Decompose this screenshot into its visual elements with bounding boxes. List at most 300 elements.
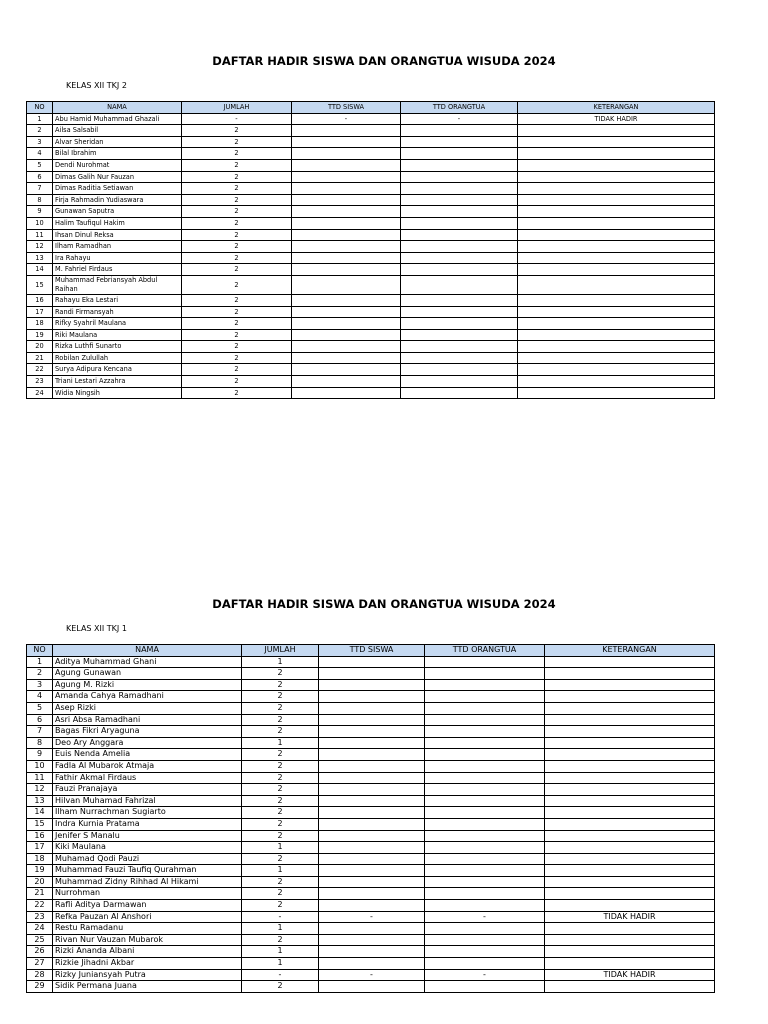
student-signature-cell — [319, 714, 425, 726]
col-header-no: NO — [27, 645, 53, 657]
remarks-cell — [518, 183, 715, 195]
parent-signature-cell — [401, 136, 518, 148]
table-row — [27, 772, 715, 784]
student-name: Fauzi Pranajaya — [53, 784, 242, 796]
remarks-cell — [545, 981, 715, 993]
student-name: Halim Taufiqul Hakim — [53, 217, 182, 229]
student-name: Refka Pauzan Al Anshori — [53, 911, 242, 923]
row-number: 7 — [27, 183, 53, 195]
student-name: Randi Firmansyah — [53, 306, 182, 318]
remarks-cell — [518, 252, 715, 264]
col-header-ttd-orangtua: TTD ORANGTUA — [401, 102, 518, 114]
row-number: 20 — [27, 876, 53, 888]
student-signature-cell — [319, 760, 425, 772]
row-number: 20 — [27, 341, 53, 353]
table-row — [27, 784, 715, 796]
table-row — [27, 294, 715, 306]
parent-signature-cell — [401, 229, 518, 241]
remarks-cell — [545, 772, 715, 784]
remarks-cell — [518, 229, 715, 241]
table-row — [27, 760, 715, 772]
remarks-cell — [545, 691, 715, 703]
student-name: Rifky Syahril Maulana — [53, 318, 182, 330]
row-number: 5 — [27, 702, 53, 714]
parent-signature-cell — [401, 148, 518, 160]
row-number: 15 — [27, 275, 53, 294]
student-signature-cell — [292, 217, 401, 229]
attendee-count: 2 — [182, 306, 292, 318]
row-number: 2 — [27, 668, 53, 680]
row-number: 11 — [27, 772, 53, 784]
attendee-count: 2 — [182, 329, 292, 341]
remarks-cell — [545, 726, 715, 738]
student-signature-cell — [292, 229, 401, 241]
row-number: 26 — [27, 946, 53, 958]
student-signature-cell — [292, 252, 401, 264]
attendee-count: - — [182, 113, 292, 125]
parent-signature-cell — [425, 795, 545, 807]
remarks-cell — [545, 876, 715, 888]
student-signature-cell — [292, 387, 401, 399]
student-name: Agung Gunawan — [53, 668, 242, 680]
student-name: Agung M. Rizki — [53, 679, 242, 691]
table-row — [27, 329, 715, 341]
table-row — [27, 830, 715, 842]
parent-signature-cell — [425, 900, 545, 912]
student-signature-cell — [319, 934, 425, 946]
student-name: Kiki Maulana — [53, 842, 242, 854]
student-name: Asep Rizki — [53, 702, 242, 714]
student-signature-cell — [319, 726, 425, 738]
table-row — [27, 206, 715, 218]
remarks-cell — [518, 306, 715, 318]
parent-signature-cell — [401, 194, 518, 206]
student-signature-cell — [292, 159, 401, 171]
table-row — [27, 136, 715, 148]
student-name: Bilal Ibrahim — [53, 148, 182, 160]
remarks-cell — [518, 194, 715, 206]
attendee-count: 2 — [242, 772, 319, 784]
row-number: 4 — [27, 148, 53, 160]
row-number: 13 — [27, 252, 53, 264]
row-number: 9 — [27, 206, 53, 218]
student-signature-cell — [319, 981, 425, 993]
table-row — [27, 865, 715, 877]
student-signature-cell — [292, 306, 401, 318]
remarks-cell — [545, 946, 715, 958]
row-number: 10 — [27, 760, 53, 772]
row-number: 5 — [27, 159, 53, 171]
student-name: Euis Nenda Amelia — [53, 749, 242, 761]
attendee-count: 1 — [242, 958, 319, 970]
attendee-count: 2 — [182, 352, 292, 364]
parent-signature-cell — [425, 934, 545, 946]
student-name: Firja Rahmadin Yudiaswara — [53, 194, 182, 206]
row-number: 3 — [27, 136, 53, 148]
attendee-count: 2 — [182, 275, 292, 294]
row-number: 1 — [27, 113, 53, 125]
parent-signature-cell — [425, 830, 545, 842]
student-signature-cell — [292, 241, 401, 253]
student-signature-cell — [292, 206, 401, 218]
parent-signature-cell — [425, 679, 545, 691]
remarks-cell — [545, 958, 715, 970]
row-number: 14 — [27, 807, 53, 819]
student-name: Dendi Nurohmat — [53, 159, 182, 171]
remarks-cell — [518, 364, 715, 376]
parent-signature-cell — [425, 807, 545, 819]
page-title-tkj2: DAFTAR HADIR SISWA DAN ORANGTUA WISUDA 2024 — [212, 54, 556, 68]
attendee-count: 2 — [182, 217, 292, 229]
student-signature-cell — [319, 888, 425, 900]
student-signature-cell — [319, 946, 425, 958]
table-row — [27, 318, 715, 330]
row-number: 16 — [27, 294, 53, 306]
student-signature-cell — [292, 194, 401, 206]
parent-signature-cell — [425, 923, 545, 935]
parent-signature-cell — [401, 159, 518, 171]
remarks-cell — [518, 241, 715, 253]
parent-signature-cell — [425, 865, 545, 877]
attendee-count: - — [242, 911, 319, 923]
table-row — [27, 946, 715, 958]
row-number: 1 — [27, 656, 53, 668]
table-row — [27, 737, 715, 749]
parent-signature-cell — [401, 183, 518, 195]
table-row — [27, 958, 715, 970]
table-row — [27, 125, 715, 137]
student-name: Hilvan Muhamad Fahrizal — [53, 795, 242, 807]
student-name: Ailsa Salsabil — [53, 125, 182, 137]
attendee-count: 1 — [242, 656, 319, 668]
attendee-count: 2 — [182, 229, 292, 241]
table-row — [27, 934, 715, 946]
student-signature-cell — [319, 853, 425, 865]
parent-signature-cell — [401, 294, 518, 306]
parent-signature-cell: - — [401, 113, 518, 125]
remarks-cell: TIDAK HADIR — [518, 113, 715, 125]
student-name: Widia Ningsih — [53, 387, 182, 399]
student-name: Deo Ary Anggara — [53, 737, 242, 749]
table-header-row — [27, 102, 715, 114]
attendee-count: 2 — [182, 136, 292, 148]
parent-signature-cell — [401, 306, 518, 318]
row-number: 18 — [27, 318, 53, 330]
student-signature-cell — [292, 364, 401, 376]
student-signature-cell — [319, 737, 425, 749]
attendee-count: - — [242, 969, 319, 981]
table-row — [27, 113, 715, 125]
row-number: 24 — [27, 923, 53, 935]
attendee-count: 2 — [242, 876, 319, 888]
parent-signature-cell — [401, 264, 518, 276]
student-signature-cell — [292, 183, 401, 195]
row-number: 16 — [27, 830, 53, 842]
student-signature-cell — [319, 900, 425, 912]
attendee-count: 2 — [242, 760, 319, 772]
col-header-nama: NAMA — [53, 645, 242, 657]
table-row — [27, 807, 715, 819]
student-signature-cell — [319, 865, 425, 877]
attendee-count: 2 — [182, 159, 292, 171]
row-number: 2 — [27, 125, 53, 137]
col-header-ttd-orangtua: TTD ORANGTUA — [425, 645, 545, 657]
table-row — [27, 923, 715, 935]
student-name: Robilan Zulullah — [53, 352, 182, 364]
student-name: Muhammad Zidny Rihhad Al Hikami — [53, 876, 242, 888]
student-signature-cell — [319, 923, 425, 935]
student-name: Jenifer S Manalu — [53, 830, 242, 842]
student-name: Bagas Fikri Aryaguna — [53, 726, 242, 738]
row-number: 14 — [27, 264, 53, 276]
table-row — [27, 171, 715, 183]
student-name: Aditya Muhammad Ghani — [53, 656, 242, 668]
table-row — [27, 376, 715, 388]
student-name: Nurrohman — [53, 888, 242, 900]
table-row — [27, 364, 715, 376]
attendee-count: 2 — [182, 387, 292, 399]
row-number: 24 — [27, 387, 53, 399]
table-row — [27, 341, 715, 353]
attendee-count: 2 — [242, 668, 319, 680]
remarks-cell — [518, 264, 715, 276]
remarks-cell — [518, 125, 715, 137]
row-number: 25 — [27, 934, 53, 946]
remarks-cell — [545, 853, 715, 865]
class-label-tkj1: KELAS XII TKJ 1 — [66, 624, 127, 633]
student-name: Asri Absa Ramadhani — [53, 714, 242, 726]
remarks-cell — [518, 341, 715, 353]
col-header-keterangan: KETERANGAN — [545, 645, 715, 657]
parent-signature-cell — [425, 702, 545, 714]
parent-signature-cell — [425, 946, 545, 958]
attendee-count: 2 — [242, 818, 319, 830]
student-name: Dimas Raditia Setiawan — [53, 183, 182, 195]
col-header-ttd-siswa: TTD SISWA — [292, 102, 401, 114]
parent-signature-cell: - — [425, 969, 545, 981]
parent-signature-cell — [425, 656, 545, 668]
parent-signature-cell — [401, 318, 518, 330]
row-number: 9 — [27, 749, 53, 761]
attendee-count: 1 — [242, 865, 319, 877]
row-number: 17 — [27, 306, 53, 318]
table-row — [27, 726, 715, 738]
parent-signature-cell — [425, 760, 545, 772]
remarks-cell: TIDAK HADIR — [545, 969, 715, 981]
student-signature-cell — [292, 294, 401, 306]
parent-signature-cell — [425, 876, 545, 888]
student-name: Amanda Cahya Ramadhani — [53, 691, 242, 703]
parent-signature-cell — [425, 818, 545, 830]
remarks-cell — [518, 294, 715, 306]
table-row — [27, 818, 715, 830]
attendee-count: 2 — [242, 691, 319, 703]
attendee-count: 2 — [242, 888, 319, 900]
student-name: Ihsan Dinul Reksa — [53, 229, 182, 241]
attendance-table-tkj1 — [26, 644, 715, 993]
student-name: Ilham Nurrachman Sugiarto — [53, 807, 242, 819]
row-number: 6 — [27, 171, 53, 183]
row-number: 19 — [27, 329, 53, 341]
attendee-count: 2 — [242, 900, 319, 912]
row-number: 28 — [27, 969, 53, 981]
parent-signature-cell — [401, 352, 518, 364]
student-name: Ira Rahayu — [53, 252, 182, 264]
parent-signature-cell — [401, 252, 518, 264]
remarks-cell — [518, 318, 715, 330]
row-number: 21 — [27, 888, 53, 900]
student-name: Riki Maulana — [53, 329, 182, 341]
parent-signature-cell — [425, 668, 545, 680]
table-row — [27, 876, 715, 888]
row-number: 15 — [27, 818, 53, 830]
attendee-count: 2 — [182, 341, 292, 353]
remarks-cell — [518, 387, 715, 399]
table-row — [27, 714, 715, 726]
table-row — [27, 183, 715, 195]
student-signature-cell — [319, 679, 425, 691]
remarks-cell — [545, 795, 715, 807]
student-name: Sidik Permana Juana — [53, 981, 242, 993]
remarks-cell — [545, 934, 715, 946]
row-number: 3 — [27, 679, 53, 691]
row-number: 8 — [27, 194, 53, 206]
table-row — [27, 911, 715, 923]
attendee-count: 2 — [182, 364, 292, 376]
table-row — [27, 888, 715, 900]
remarks-cell — [518, 329, 715, 341]
student-signature-cell — [319, 807, 425, 819]
row-number: 13 — [27, 795, 53, 807]
table-row — [27, 264, 715, 276]
remarks-cell — [545, 818, 715, 830]
parent-signature-cell — [425, 784, 545, 796]
parent-signature-cell — [401, 125, 518, 137]
student-signature-cell — [319, 795, 425, 807]
parent-signature-cell — [401, 275, 518, 294]
attendee-count: 2 — [242, 702, 319, 714]
row-number: 21 — [27, 352, 53, 364]
parent-signature-cell — [401, 376, 518, 388]
table-row — [27, 795, 715, 807]
parent-signature-cell — [401, 341, 518, 353]
table-row — [27, 148, 715, 160]
student-signature-cell — [319, 784, 425, 796]
table-row — [27, 194, 715, 206]
attendee-count: 2 — [182, 206, 292, 218]
remarks-cell — [545, 830, 715, 842]
row-number: 22 — [27, 364, 53, 376]
remarks-cell — [518, 136, 715, 148]
student-name: Dimas Galih Nur Fauzan — [53, 171, 182, 183]
remarks-cell — [518, 206, 715, 218]
table-row — [27, 352, 715, 364]
table-row — [27, 900, 715, 912]
table-row — [27, 842, 715, 854]
remarks-cell — [518, 376, 715, 388]
student-signature-cell — [319, 702, 425, 714]
table-header-row — [27, 645, 715, 657]
remarks-cell — [545, 900, 715, 912]
parent-signature-cell — [425, 714, 545, 726]
student-signature-cell — [319, 691, 425, 703]
attendee-count: 2 — [182, 125, 292, 137]
student-name: Gunawan Saputra — [53, 206, 182, 218]
student-signature-cell: - — [292, 113, 401, 125]
table-row — [27, 275, 715, 294]
parent-signature-cell — [401, 217, 518, 229]
row-number: 17 — [27, 842, 53, 854]
attendee-count: 2 — [242, 679, 319, 691]
table-row — [27, 668, 715, 680]
row-number: 6 — [27, 714, 53, 726]
parent-signature-cell: - — [425, 911, 545, 923]
table-row — [27, 656, 715, 668]
class-label-tkj2: KELAS XII TKJ 2 — [66, 81, 127, 90]
row-number: 12 — [27, 241, 53, 253]
student-name: Muhammad Fauzi Taufiq Qurahman — [53, 865, 242, 877]
parent-signature-cell — [425, 842, 545, 854]
student-name: Muhammad Febriansyah Abdul Raihan — [53, 275, 182, 294]
parent-signature-cell — [425, 737, 545, 749]
table-row — [27, 981, 715, 993]
attendee-count: 2 — [242, 784, 319, 796]
student-name: Alvar Sheridan — [53, 136, 182, 148]
attendee-count: 2 — [182, 241, 292, 253]
table-row — [27, 691, 715, 703]
parent-signature-cell — [425, 888, 545, 900]
parent-signature-cell — [425, 749, 545, 761]
remarks-cell — [545, 737, 715, 749]
student-name: M. Fahriel Firdaus — [53, 264, 182, 276]
attendee-count: 2 — [242, 853, 319, 865]
attendee-count: 2 — [182, 171, 292, 183]
row-number: 12 — [27, 784, 53, 796]
remarks-cell: TIDAK HADIR — [545, 911, 715, 923]
student-name: Rizki Ananda Albani — [53, 946, 242, 958]
student-name: Ilham Ramadhan — [53, 241, 182, 253]
attendee-count: 1 — [242, 737, 319, 749]
row-number: 4 — [27, 691, 53, 703]
attendee-count: 1 — [242, 842, 319, 854]
student-signature-cell — [319, 668, 425, 680]
remarks-cell — [518, 159, 715, 171]
parent-signature-cell — [401, 364, 518, 376]
col-header-ttd-siswa: TTD SISWA — [319, 645, 425, 657]
parent-signature-cell — [401, 171, 518, 183]
student-signature-cell — [319, 818, 425, 830]
remarks-cell — [545, 714, 715, 726]
col-header-jumlah: JUMLAH — [182, 102, 292, 114]
parent-signature-cell — [425, 772, 545, 784]
attendee-count: 2 — [242, 749, 319, 761]
table-row — [27, 241, 715, 253]
table-row — [27, 387, 715, 399]
remarks-cell — [545, 784, 715, 796]
student-name: Rahayu Eka Lestari — [53, 294, 182, 306]
remarks-cell — [518, 352, 715, 364]
table-row — [27, 229, 715, 241]
remarks-cell — [518, 275, 715, 294]
remarks-cell — [545, 842, 715, 854]
row-number: 23 — [27, 376, 53, 388]
attendee-count: 2 — [182, 194, 292, 206]
attendee-count: 2 — [242, 726, 319, 738]
student-signature-cell — [292, 318, 401, 330]
student-signature-cell — [319, 749, 425, 761]
student-name: Rizky Juniansyah Putra — [53, 969, 242, 981]
remarks-cell — [518, 217, 715, 229]
